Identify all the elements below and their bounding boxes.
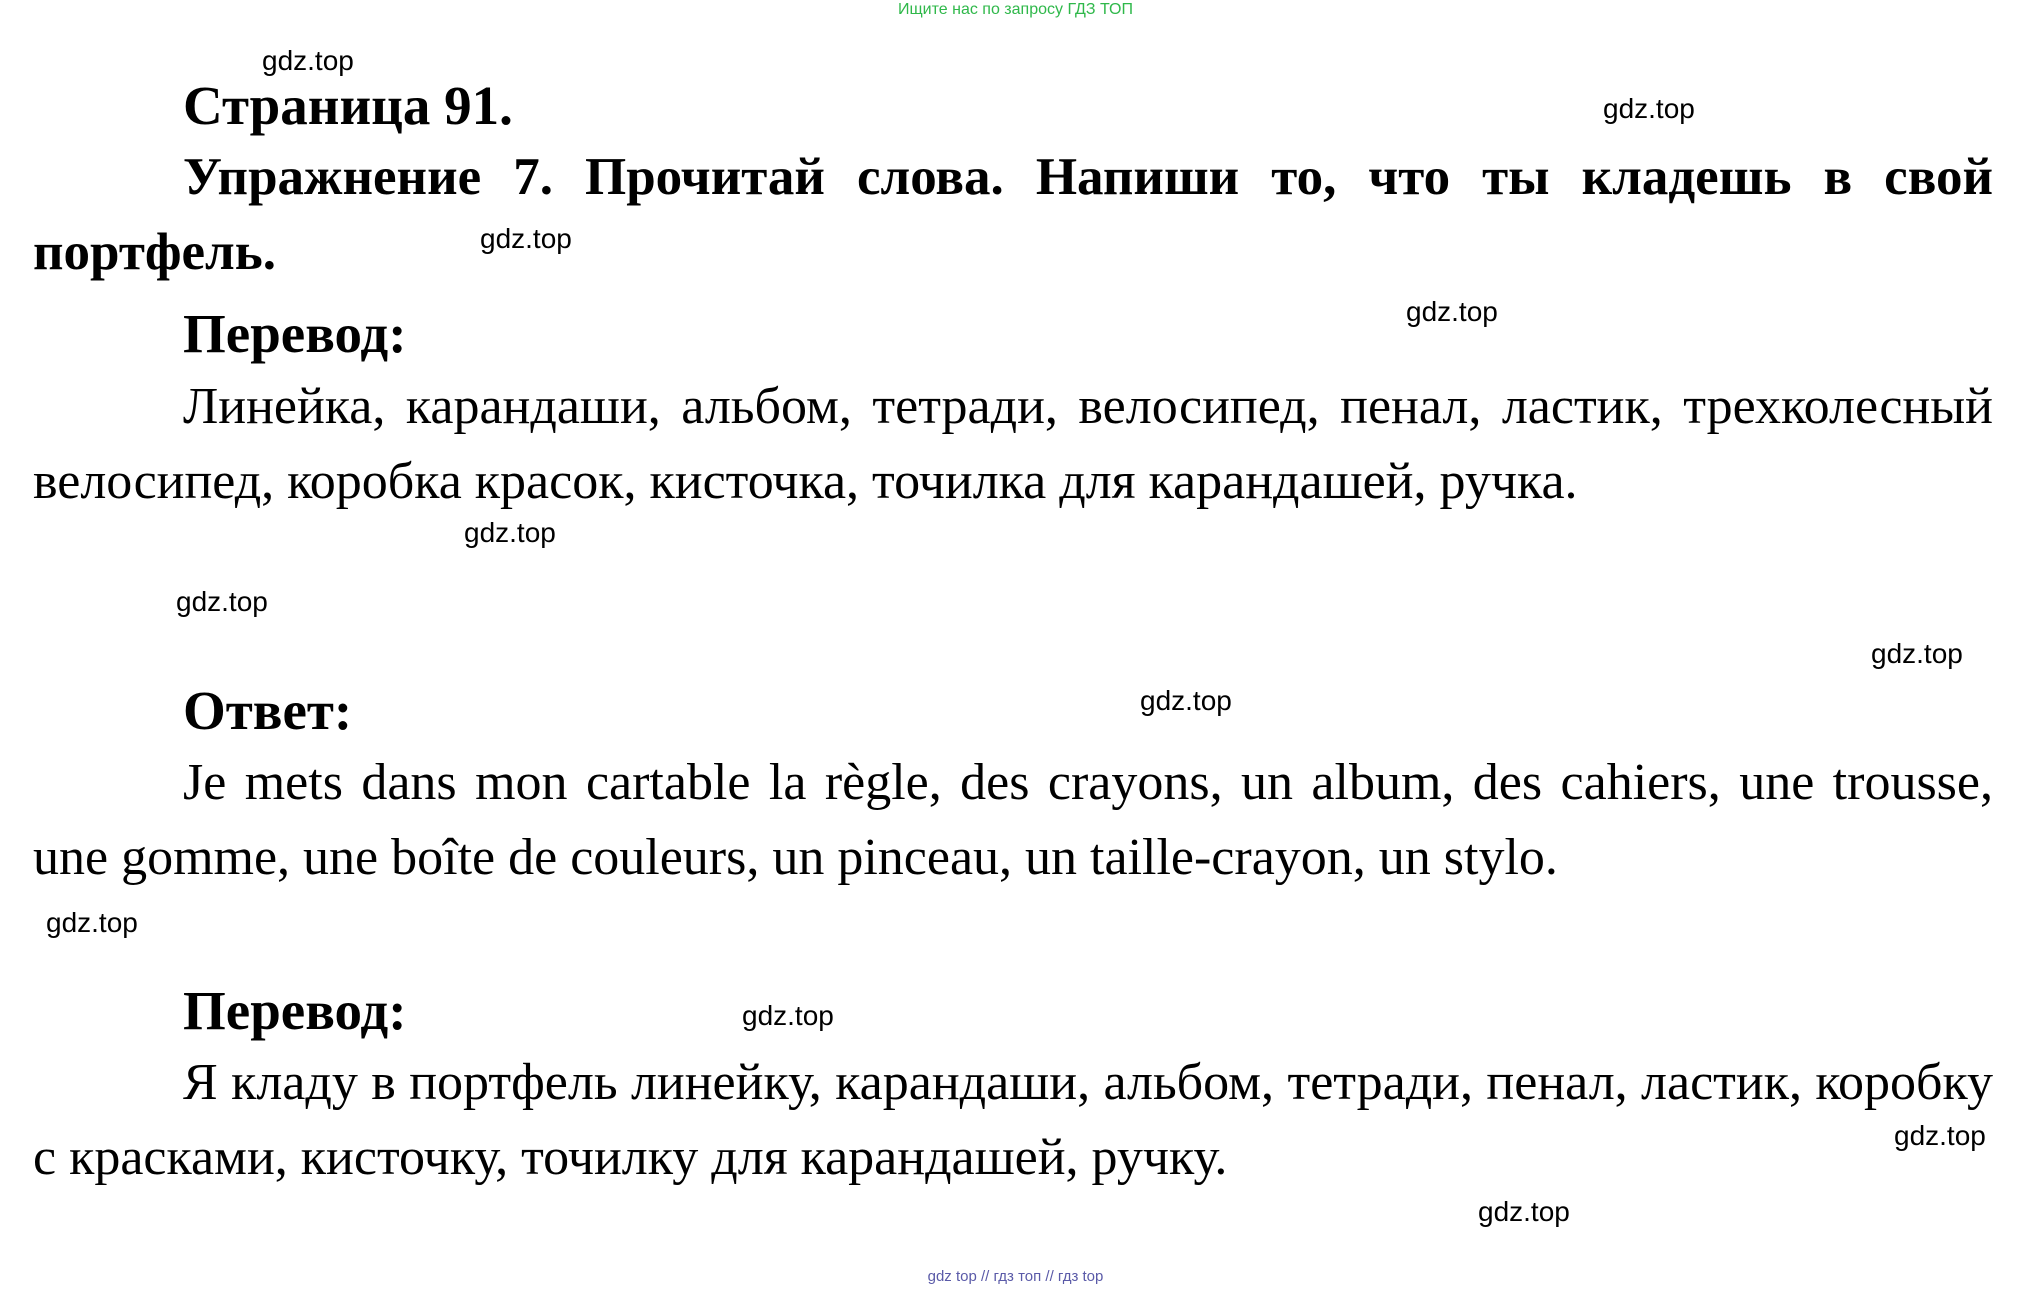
watermark: gdz.top	[1140, 685, 1232, 716]
translation-heading: Перевод:	[183, 980, 407, 1041]
watermark: gdz.top	[1603, 93, 1695, 124]
exercise-text: Упражнение 7. Прочитай слова. Напиши то, что ты кладешь в свой портфель.	[33, 148, 1993, 281]
answer-heading: Ответ:	[183, 680, 353, 741]
watermark: gdz.top	[176, 586, 268, 617]
watermark: gdz.top	[1894, 1120, 1986, 1151]
footer-links: gdz top // гдз топ // гдз top	[927, 1268, 1104, 1285]
translation-heading: Перевод:	[183, 303, 407, 364]
watermark: gdz.top	[1406, 296, 1498, 327]
page-title: Страница 91.	[183, 75, 513, 136]
watermark: gdz.top	[464, 517, 556, 548]
search-hint-banner: Ищите нас по запросу ГДЗ ТОП	[898, 1, 1133, 18]
watermark: gdz.top	[480, 223, 572, 254]
answer-text: Je mets dans mon cartable la règle, des crayons, un album, des cahiers, une trousse, une gomme, une boîte de couleurs, un pinceau, un taille-crayon, un stylo.	[33, 754, 1993, 886]
watermark: gdz.top	[742, 1000, 834, 1031]
translation-text: Линейка, карандаши, альбом, тетради, велосипед, пенал, ластик, трехколесный велосипед, коробка красок, кисточка, точилка для карандашей, ручка.	[33, 378, 1993, 510]
watermark: gdz.top	[262, 45, 354, 76]
watermark: gdz.top	[46, 907, 138, 938]
translation-text: Я кладу в портфель линейку, карандаши, альбом, тетради, пенал, ластик, коробку с красками, кисточку, точилку для карандашей, ручку.	[33, 1054, 1993, 1186]
watermark: gdz.top	[1871, 638, 1963, 669]
watermark: gdz.top	[1478, 1196, 1570, 1227]
